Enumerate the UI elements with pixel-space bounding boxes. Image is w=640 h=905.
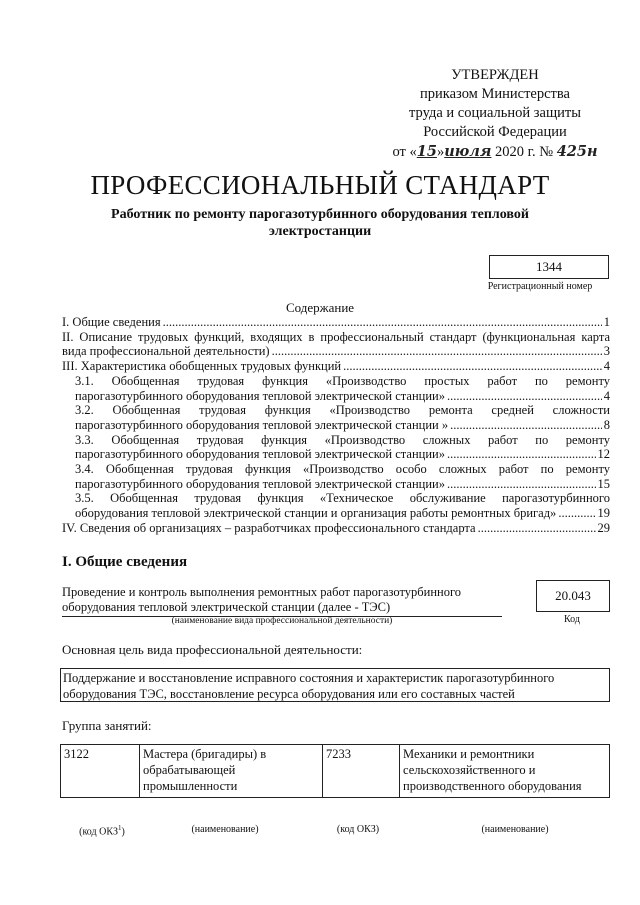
activity-code-box: 20.043 — [536, 580, 610, 612]
footnote-mark: 1 — [118, 824, 122, 832]
registration-number-box: 1344 — [489, 255, 609, 279]
okz-code-cell: 7233 — [323, 745, 400, 798]
goal-box: Поддержание и восстановление исправного состояния и характеристик парогазотурбинного оборудования ТЭС, восстановление ресурса оборудования или его составных частей — [60, 668, 610, 702]
toc-item[interactable]: 3.1. Обобщенная трудовая функция «Производство простых работ по ремонту парогазотурбинного оборудования тепловой электрической станции» ..... 4 — [62, 374, 610, 403]
toc-item[interactable]: 3.2. Обобщенная трудовая функция «Производство ремонта средней сложности парогазотурбинного оборудования тепловой электрической станции » ..... 8 — [62, 403, 610, 432]
toc-item[interactable]: 3.5. Обобщенная трудовая функция «Техническое обслуживание парогазотурбинного оборудования тепловой электрической станции и организация работы ремонтных бригад» ..... 19 — [62, 491, 610, 520]
occupation-group-label: Группа занятий: — [62, 718, 152, 733]
occupation-name-cell: Мастера (бригадиры) в обрабатывающей промышленности — [140, 745, 323, 798]
goal-label: Основная цель вида профессиональной деятельности: — [62, 642, 363, 657]
toc-title: Содержание — [285, 300, 355, 315]
toc-item[interactable]: II. Описание трудовых функций, входящих в профессиональный стандарт (функциональная карта вида профессиональной деятельности) ..... 3 — [62, 330, 610, 359]
approval-status: УТВЕРЖДЕН — [451, 67, 539, 83]
handwritten-month: июля — [444, 143, 492, 160]
occupation-group-table — [60, 744, 610, 798]
toc-item[interactable]: 3.4. Обобщенная трудовая функция «Производство особо сложных работ по ремонту парогазотурбинного оборудования тепловой электрической станции» ..... 15 — [62, 462, 610, 491]
approval-ministry: труда и социальной защиты — [409, 105, 581, 121]
activity-code-label: Код — [564, 614, 580, 625]
name-footer-2: (наименование) — [481, 824, 549, 835]
approval-date-line — [380, 142, 610, 162]
toc-item[interactable]: 3.3. Обобщенная трудовая функция «Производство сложных работ по ремонту парогазотурбинного оборудования тепловой электрической станции» ..... 12 — [62, 433, 610, 462]
okz-code-footer-1: (код ОКЗ$^1$) — [79, 824, 125, 838]
document-subtitle: Работник по ремонту парогазотурбинного оборудования тепловой электростанции — [111, 207, 529, 239]
activity-name: Проведение и контроль выполнения ремонтных работ парогазотурбинного оборудования тепловой электрической станции (далее - ТЭС) — [62, 585, 502, 617]
occupation-name-cell: Механики и ремонтники сельскохозяйственного и производственного оборудования — [400, 745, 610, 798]
date-prefix: от « — [392, 144, 417, 160]
toc-item[interactable]: IV. Сведения об организациях – разработчиках профессионального стандарта ..... 29 — [62, 521, 610, 536]
registration-label: Регистрационный номер — [487, 281, 593, 292]
date-year: 2020 г. № — [491, 144, 557, 160]
date-sep: » — [436, 144, 445, 160]
section-heading: I. Общие сведения — [62, 554, 188, 570]
approval-country: Российской Федерации — [423, 124, 567, 140]
name-footer-1: (наименование) — [191, 824, 259, 835]
toc-item[interactable]: III. Характеристика обобщенных трудовых функций ..... 4 — [62, 359, 610, 374]
okz-code-footer-2: (код ОКЗ) — [336, 824, 380, 835]
activity-label: (наименование вида профессиональной деятельности) — [171, 616, 393, 626]
toc-item[interactable]: I. Общие сведения ..... 1 — [62, 315, 610, 330]
approval-block — [380, 66, 610, 162]
approval-order: приказом Министерства — [420, 86, 570, 102]
table-row — [61, 745, 610, 798]
table-of-contents — [62, 315, 610, 536]
document-title: ПРОФЕССИОНАЛЬНЫЙ СТАНДАРТ — [90, 170, 550, 200]
handwritten-number: 425н — [556, 143, 598, 160]
okz-code-cell: 3122 — [61, 745, 140, 798]
handwritten-day: 15 — [416, 143, 437, 160]
